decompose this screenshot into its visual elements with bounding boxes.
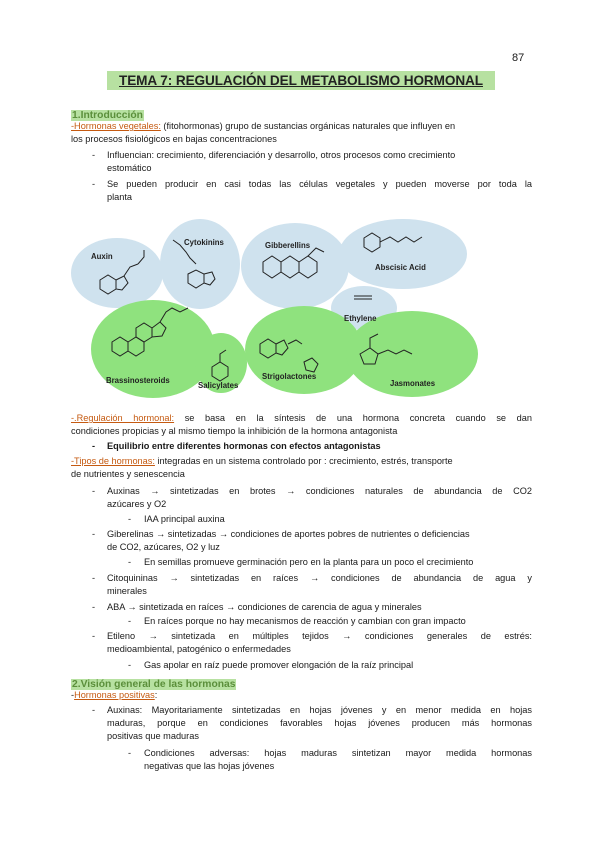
etileno-l1: Etileno → sintetizada en múltiples tejidos → condiciones generales de estrés: — [107, 631, 532, 641]
regulacion-text-2: condiciones propicias y al mismo tiempo la inhibición de la hormona antagonista — [71, 426, 398, 436]
hormonas-positivas-line — [71, 689, 157, 702]
cytokinins-blob — [160, 219, 240, 309]
citoquininas-l2: minerales — [107, 586, 147, 596]
bullet-producir-l1: Se pueden producir en casi todas las células vegetales y pueden moverse por toda la — [107, 179, 532, 189]
condiciones-adversas-l2: negativas que las hojas jóvenes — [144, 761, 275, 771]
auxinas-l2: azúcares y O2 — [107, 499, 167, 509]
sub-bullet-dash: - — [128, 557, 132, 567]
gibberellins-blob — [241, 223, 349, 309]
bullet-dash: - — [92, 441, 96, 451]
section-1-heading-text: 1.Introducción — [72, 110, 143, 121]
etileno-l2: medioambiental, patogénico o enfermedades — [107, 644, 291, 654]
hormonas-vegetales-paragraph — [71, 120, 531, 146]
citoquininas-l1: Citoquininas → sintetizadas en raíces → condiciones de abundancia de agua y — [107, 573, 532, 583]
giberelinas-sub-bullet: En semillas promueve germinación pero en la planta para un poco el crecimiento — [144, 557, 474, 567]
ethylene-label: Ethylene — [344, 314, 377, 323]
bullet-dash: - — [92, 705, 96, 715]
auxinas-positivas-l3: positivas que maduras — [107, 731, 199, 741]
regulacion-text: se basa en la síntesis de una hormona concreta cuando se dan — [174, 413, 532, 423]
bullet-dash: - — [92, 573, 96, 583]
hormonas-positivas-label: Hormonas positivas — [74, 690, 155, 700]
gibberellins-label: Gibberellins — [265, 241, 311, 250]
bullet-dash: - — [92, 179, 96, 189]
sub-bullet-dash: - — [128, 660, 132, 670]
bullet-dash: - — [92, 486, 96, 496]
auxinas-l1: Auxinas → sintetizadas en brotes → condiciones naturales de abundancia de CO2 — [107, 486, 532, 496]
hormonas-positivas-prefix: - — [71, 690, 75, 700]
sub-bullet-dash: - — [128, 748, 132, 758]
giberelinas-bullet — [107, 528, 532, 554]
abscisic-blob — [339, 219, 467, 289]
bullet-influencian-l2: estomático — [107, 163, 152, 173]
hormonas-positivas-colon: : — [154, 690, 158, 700]
hormonas-vegetales-label: -Hormonas vegetales: — [71, 121, 161, 131]
cytokinins-label: Cytokinins — [184, 238, 224, 247]
aba-bullet: ABA → sintetizada en raíces → condiciones de carencia de agua y minerales — [107, 602, 422, 612]
bullet-dash: - — [92, 150, 96, 160]
sub-bullet-dash: - — [128, 616, 132, 626]
aba-sub-bullet: En raíces porque no hay mecanismos de reacción y cambian con gran impacto — [144, 616, 466, 626]
page-title: TEMA 7: REGULACIÓN DEL METABOLISMO HORMONAL — [107, 71, 495, 90]
bullet-influencian-l1: Influencian: crecimiento, diferenciación y desarrollo, otros procesos como crecimiento — [107, 150, 456, 160]
auxinas-positivas-bullet — [107, 704, 532, 743]
hormonas-vegetales-text: (fitohormonas) grupo de sustancias orgánicas naturales que influyen en — [160, 121, 456, 131]
jasmonates-label: Jasmonates — [390, 379, 436, 388]
giberelinas-l1: Giberelinas → sintetizadas → condiciones de aportes pobres de nutrientes o deficiencias — [107, 529, 470, 539]
tipos-text: integradas en un sistema controlado por : crecimiento, estrés, transporte — [154, 456, 453, 466]
hormones-diagram — [60, 212, 530, 400]
brassinosteroids-label: Brassinosteroids — [106, 376, 170, 385]
giberelinas-l2: de CO2, azúcares, O2 y luz — [107, 542, 220, 552]
auxin-blob — [71, 238, 163, 308]
strigolactones-label: Strigolactones — [262, 372, 317, 381]
citoquininas-bullet — [107, 572, 532, 598]
bullet-dash: - — [92, 631, 96, 641]
auxin-label: Auxin — [91, 252, 113, 261]
hormonas-vegetales-text-2: los procesos fisiológicos en bajas concentraciones — [71, 134, 277, 144]
auxinas-positivas-l2: maduras, porque en condiciones favorables hojas jóvenes producen más hormonas — [107, 718, 532, 728]
bullet-dash: - — [92, 602, 96, 612]
section-2-heading-text: 2.Visión general de las hormonas — [72, 679, 236, 690]
etileno-sub-bullet: Gas apolar en raíz puede promover elongación de la raíz principal — [144, 660, 414, 670]
condiciones-adversas-sub-bullet — [144, 747, 532, 773]
abscisic-label: Abscisic Acid — [375, 263, 426, 272]
bullet-producir-l2: planta — [107, 192, 133, 202]
tipos-paragraph — [71, 455, 532, 481]
equilibrio-bullet: Equilibrio entre diferentes hormonas con efectos antagonistas — [107, 441, 381, 451]
etileno-bullet — [107, 630, 532, 656]
auxinas-bullet — [107, 485, 532, 511]
page-number: 87 — [512, 52, 525, 64]
bullet-dash: - — [92, 529, 96, 539]
auxinas-sub-bullet: IAA principal auxina — [144, 514, 225, 524]
tipos-text-2: de nutrientes y senescencia — [71, 469, 185, 479]
salicylates-label: Salicylates — [198, 381, 239, 390]
sub-bullet-dash: - — [128, 514, 132, 524]
bullet-influencian — [107, 149, 532, 175]
auxinas-positivas-l1: Auxinas: Mayoritariamente sintetizadas en hojas jóvenes y en menor medida en hojas — [107, 705, 532, 715]
regulacion-paragraph — [71, 412, 532, 438]
bullet-producir — [107, 178, 532, 204]
condiciones-adversas-l1: Condiciones adversas: hojas maduras sintetizan mayor medida hormonas — [144, 748, 532, 758]
regulacion-label: -.Regulación hormonal: — [71, 413, 175, 423]
tipos-label: -Tipos de hormonas: — [71, 456, 155, 466]
